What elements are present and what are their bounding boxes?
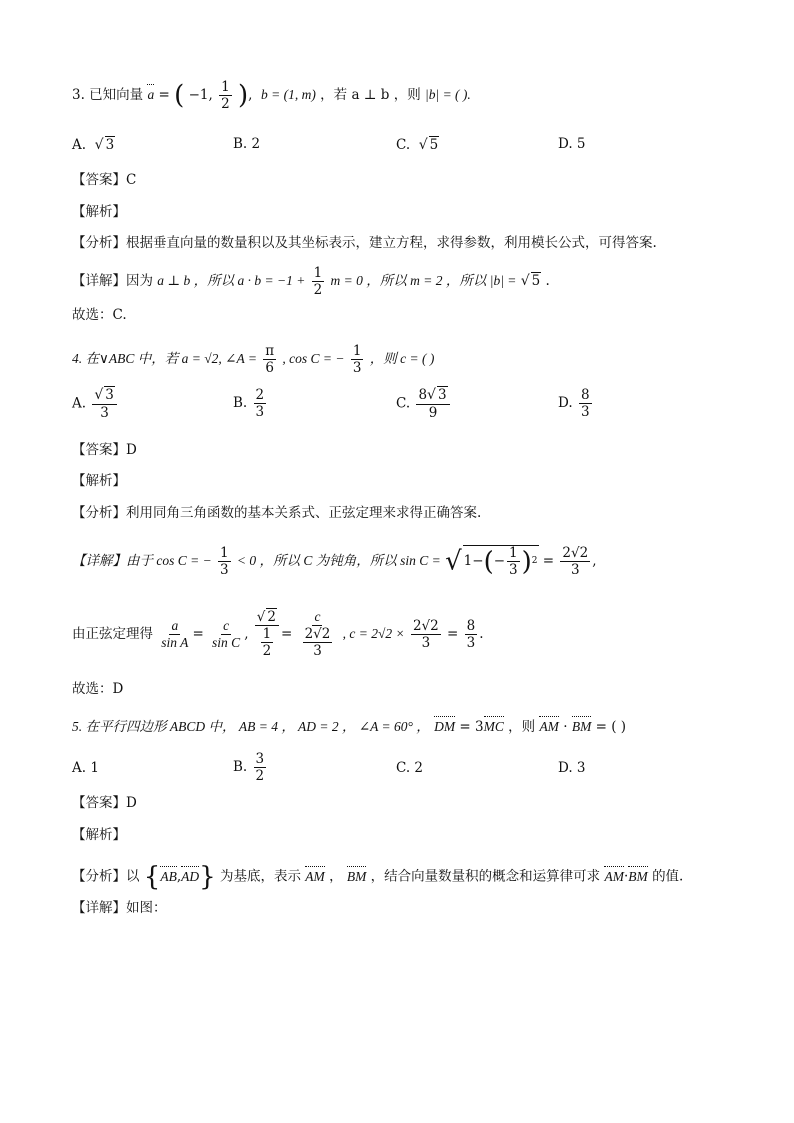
xj1-mid: < 0 ，所以 C 为钝角，所以 sin C = bbox=[236, 552, 441, 568]
c-over-sinC bbox=[210, 619, 242, 650]
sqrt-icon: √ bbox=[418, 137, 428, 153]
q4-tail: ，则 c = ( ) bbox=[369, 351, 435, 367]
q4-option-a bbox=[72, 388, 119, 420]
q3-option-a bbox=[72, 138, 115, 153]
dot: · bbox=[563, 719, 568, 735]
vector-ad: AD bbox=[181, 868, 200, 884]
paren: = ( ) bbox=[595, 719, 627, 735]
q4-stem bbox=[72, 344, 434, 375]
q5-answer: 【答案】D bbox=[72, 795, 137, 811]
right-paren: ) bbox=[237, 80, 249, 111]
option-value: 3 bbox=[105, 137, 115, 153]
q4-cos: , cos C = − bbox=[282, 351, 345, 367]
option-label: C. bbox=[396, 137, 411, 153]
left-paren: ( bbox=[483, 546, 494, 577]
numerator: 2 bbox=[255, 387, 265, 403]
denominator: 3 bbox=[580, 404, 590, 421]
q3-xiangjie: 【详解】因为 a ⊥ b ，所以 a · b = −1 + $\frac{1}{2}$ m = 0 ，所以 m = 2 ，所以 |b| = √ 5 . bbox=[72, 265, 550, 299]
a-over-sinA bbox=[159, 619, 190, 650]
q3-option-b: B. 2 bbox=[233, 136, 261, 152]
q4-fenxi: 【分析】利用同角三角函数的基本关系式、正弦定理来求得正确答案. bbox=[72, 505, 482, 521]
numerator: 1 bbox=[313, 265, 323, 281]
q5-xiangjie: 【详解】如图： bbox=[72, 900, 167, 916]
denominator: 6 bbox=[265, 360, 274, 377]
q4-xiangjie-line2: 由正弦定理得 $\frac{a}{\text{sin A}}$ = $\frac{c}{\text{sin C}}$ , $\frac{√ 2}{\frac{1}{2}}$ = $\frac{c}{\frac{2√2}{3}}$ , c = 2√2 × $\frac{2√2}{3}$ = $\frac{8}{3}$ . bbox=[72, 609, 484, 660]
right-brace: } bbox=[199, 862, 216, 892]
numerator: √ 3 bbox=[92, 388, 117, 405]
vector-bm: BM bbox=[571, 719, 592, 734]
equals: = bbox=[447, 625, 463, 642]
denominator: 3 bbox=[313, 643, 322, 660]
fenxi-mid: 为基底，表示 bbox=[219, 868, 301, 885]
option-fraction bbox=[254, 752, 267, 783]
vector-bm: BM bbox=[628, 868, 648, 884]
fenxi-tail2: 的值. bbox=[652, 868, 684, 885]
q3-option-d: D. 5 bbox=[558, 136, 586, 152]
q5-stem-text: 5. 在平行四边形 ABCD 中， AB = 4 ， AD = 2 ， ∠A = 60° ， bbox=[72, 719, 430, 734]
sqrt-icon: √ bbox=[520, 273, 530, 290]
numerator: c bbox=[221, 619, 231, 635]
option-label: A. bbox=[72, 137, 87, 153]
vector-a: a bbox=[147, 87, 155, 103]
q3-b-eq: b = (1, m) bbox=[261, 87, 316, 103]
q3-cond: ，若 a ⊥ b ，则 bbox=[320, 87, 421, 104]
one-third bbox=[218, 546, 231, 577]
vector-mc: MC bbox=[483, 719, 504, 734]
sqrt-icon: √ bbox=[94, 137, 104, 153]
sqrt-icon: √ bbox=[445, 546, 462, 577]
numerator: 1 bbox=[509, 545, 518, 561]
denominator: sin A bbox=[161, 634, 189, 650]
half-fraction bbox=[312, 266, 325, 297]
sqrt-value: 3 bbox=[105, 387, 114, 403]
q4-option-c bbox=[396, 388, 452, 420]
xiangjie-mid2: m = 0 ，所以 m = 2 ，所以 |b| = bbox=[330, 273, 517, 289]
left-paren: ( bbox=[174, 80, 185, 111]
numerator: 2√2 bbox=[412, 617, 439, 634]
right-paren: ) bbox=[521, 546, 532, 577]
q5-option-a: A. 1 bbox=[72, 760, 99, 776]
denominator: 3 bbox=[255, 404, 265, 421]
vector-bm: BM bbox=[346, 868, 367, 884]
denominator bbox=[257, 626, 278, 658]
numerator: √ 2 bbox=[255, 610, 279, 626]
q5-option-d: D. 3 bbox=[558, 760, 586, 776]
denominator: 9 bbox=[428, 404, 438, 421]
denominator: 3 bbox=[466, 634, 476, 651]
numerator: a bbox=[169, 619, 180, 635]
option-fraction bbox=[92, 388, 117, 420]
q5-jiexi: 【解析】 bbox=[72, 827, 126, 843]
denominator bbox=[299, 626, 337, 658]
denominator: sin C bbox=[212, 634, 241, 650]
q4-option-b bbox=[233, 388, 268, 419]
vector-ab: AB bbox=[160, 868, 177, 884]
q4-option-d bbox=[558, 388, 594, 419]
denominator: 3 bbox=[220, 561, 229, 578]
q4-jiexi: 【解析】 bbox=[72, 473, 126, 489]
vector-am: AM bbox=[305, 868, 325, 884]
q4-guxuan: 故选：D bbox=[72, 681, 124, 697]
option-label: A. bbox=[72, 395, 87, 412]
option-label: D. bbox=[558, 395, 573, 412]
q3-prefix: 3. 已知向量 bbox=[72, 87, 144, 104]
numerator: 1 bbox=[352, 343, 362, 359]
q3-stem: 3. 已知向量 a = ( −1, $\frac{1}{2}$ ), b = (1, m) ，若 a ⊥ b ，则 |b| = ( ). bbox=[72, 79, 471, 113]
denominator: 2 bbox=[262, 643, 272, 660]
denominator: 2 bbox=[221, 96, 230, 113]
numerator: 3 bbox=[255, 751, 265, 767]
numerator: 1 bbox=[220, 544, 229, 561]
root2-over-half bbox=[255, 610, 279, 659]
option-value: 5 bbox=[429, 137, 439, 153]
numerator: 8 bbox=[580, 387, 590, 403]
vector-am: AM bbox=[539, 719, 559, 734]
coef: 8 bbox=[418, 387, 428, 403]
numerator: 2√2 bbox=[304, 626, 331, 643]
q3-option-c bbox=[396, 138, 439, 153]
xj1-prefix: 【详解】由于 cos C = − bbox=[72, 552, 212, 568]
q4-xiangjie-line1: 【详解】由于 cos C = − $\frac{1}{3}$ < 0 ，所以 C 为钝角，所以 sin C = √ 1− ( − $\frac{1}{3}$ ) 2 = $\frac{2√2}{3}$ , bbox=[72, 544, 597, 579]
numerator: c bbox=[312, 610, 322, 626]
numerator: 8 bbox=[466, 617, 476, 634]
numerator: 1 bbox=[262, 626, 272, 643]
denominator: 3 bbox=[509, 562, 518, 579]
denominator: 3 bbox=[100, 404, 109, 421]
then: ，则 bbox=[508, 719, 536, 735]
q3-a-coord: −1, bbox=[188, 87, 213, 104]
sqrt-body: 1− ( − $\frac{1}{3}$ ) 2 bbox=[463, 545, 538, 579]
xiangjie-prefix: 【详解】因为 bbox=[72, 273, 153, 290]
fenxi-tail1: ，结合向量数量积的概念和运算律可求 bbox=[370, 868, 601, 885]
numerator: 1 bbox=[221, 79, 230, 95]
option-fraction bbox=[416, 388, 449, 420]
q3-jiexi: 【解析】 bbox=[72, 204, 126, 220]
xiangjie-mid1: a ⊥ b ，所以 a · b = −1 + bbox=[157, 273, 306, 289]
sqrt-inner: 1− bbox=[463, 552, 484, 569]
q5-fenxi: 【分析】以 {AB,AD} 为基底，表示 AM ， BM ，结合向量数量积的概念和运算律可求 AM·BM 的值. bbox=[72, 862, 684, 892]
option-label: B. bbox=[233, 395, 248, 412]
q3-half bbox=[219, 80, 232, 111]
denominator: 3 bbox=[571, 561, 580, 578]
q3-answer: 【答案】C bbox=[72, 172, 137, 188]
numerator: 8√ 3 bbox=[416, 388, 449, 405]
vector-dm: DM bbox=[434, 719, 456, 734]
option-fraction bbox=[579, 388, 592, 419]
q5-option-b bbox=[233, 752, 268, 783]
xj2-prefix: 由正弦定理得 bbox=[72, 625, 153, 642]
one-third bbox=[507, 546, 520, 577]
denominator: 3 bbox=[421, 634, 431, 651]
one-third bbox=[351, 344, 364, 375]
sqrt-value: 5 bbox=[531, 273, 541, 290]
denominator: 3 bbox=[352, 360, 362, 377]
eq3: = 3 bbox=[459, 719, 484, 735]
denominator: 2 bbox=[255, 768, 265, 785]
q5-stem bbox=[72, 720, 626, 735]
numerator: 2√2 bbox=[562, 544, 589, 561]
denominator: 2 bbox=[313, 282, 323, 299]
q3-fenxi: 【分析】根据垂直向量的数量积以及其坐标表示，建立方程，求得参数，利用模长公式，可得答案. bbox=[72, 235, 657, 251]
q3-a-eq: = bbox=[158, 87, 175, 104]
q3-guxuan: 故选：C. bbox=[72, 307, 127, 323]
eight-thirds bbox=[465, 619, 478, 650]
xj2-mid: , c = 2√2 × bbox=[342, 625, 405, 641]
q4-stem-text: 4. 在∨ABC 中，若 a = √2, ∠A = bbox=[72, 351, 257, 367]
numerator: π bbox=[265, 343, 275, 359]
pi-over-six bbox=[263, 344, 276, 375]
option-label: B. bbox=[233, 759, 248, 776]
q5-option-c: C. 2 bbox=[396, 760, 424, 776]
result-fraction bbox=[411, 619, 441, 650]
q4-answer: 【答案】D bbox=[72, 442, 137, 458]
result-fraction bbox=[560, 546, 590, 577]
option-label: C. bbox=[396, 395, 411, 412]
option-fraction bbox=[254, 388, 267, 419]
c-over-fraction bbox=[299, 610, 337, 659]
vector-am: AM bbox=[604, 868, 624, 884]
left-brace: { bbox=[143, 862, 161, 892]
sqrt-value: 3 bbox=[437, 387, 447, 403]
q3-abs-b: |b| = ( ). bbox=[425, 87, 471, 103]
fenxi-prefix: 【分析】以 bbox=[72, 868, 140, 885]
